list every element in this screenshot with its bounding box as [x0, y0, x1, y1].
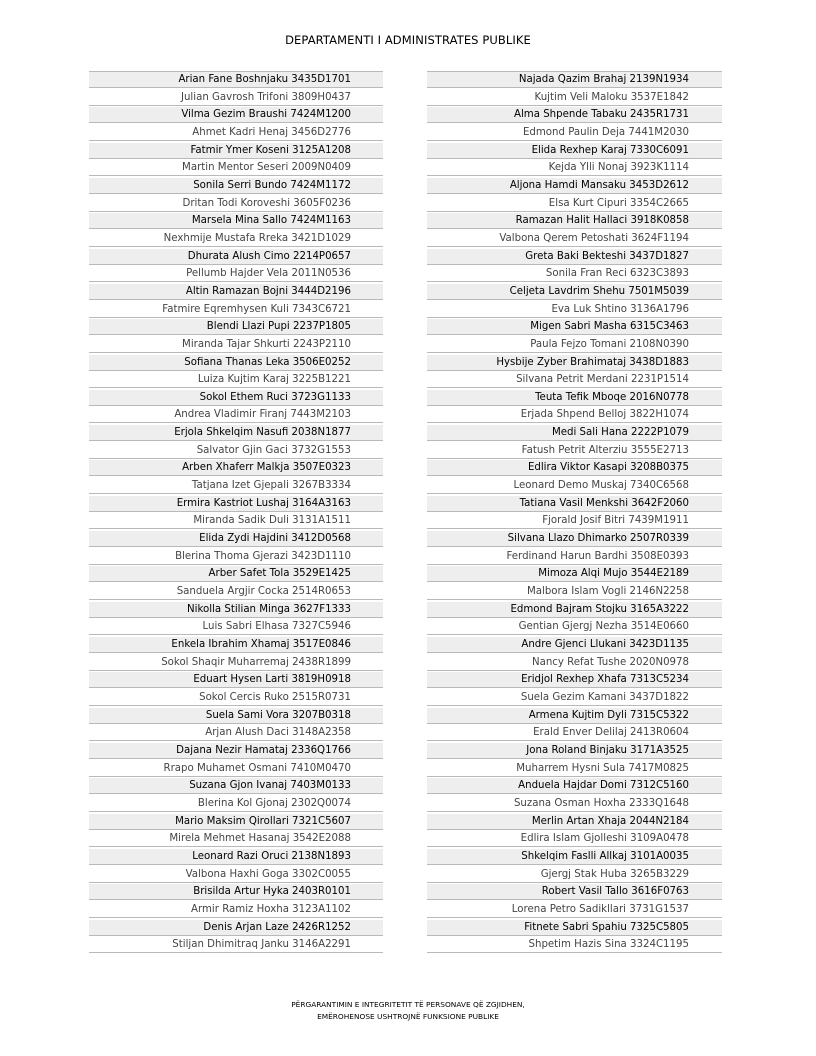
list-item: Dajana Nezir Hamataj 2336Q1766: [89, 743, 383, 759]
list-item: Blendi Llazi Pupi 2237P1805: [89, 319, 383, 335]
list-item: Valbona Haxhi Goga 3302C0055: [89, 867, 383, 883]
right-name-column: [427, 71, 722, 955]
list-item: Salvator Gjin Gaci 3732G1553: [89, 443, 383, 459]
list-item: Kejda Ylli Nonaj 3923K1114: [427, 160, 722, 176]
list-item: Arian Fane Boshnjaku 3435D1701: [89, 72, 383, 88]
list-item: Sonila Fran Reci 6323C3893: [427, 266, 722, 282]
list-item: Andrea Vladimir Firanj 7443M2103: [89, 407, 383, 423]
footer-line-2: EMËROHENOSE USHTROJNË FUNKSIONE PUBLIKE: [317, 1012, 499, 1021]
list-item: Gjergj Stak Huba 3265B3229: [427, 867, 722, 883]
list-item: Sonila Serri Bundo 7424M1172: [89, 178, 383, 194]
list-item: Elida Rexhep Karaj 7330C6091: [427, 143, 722, 159]
list-item: Eva Luk Shtino 3136A1796: [427, 302, 722, 318]
list-item: Arben Xhaferr Malkja 3507E0323: [89, 460, 383, 476]
list-item: Eduart Hysen Larti 3819H0918: [89, 672, 383, 688]
list-item: Eridjol Rexhep Xhafa 7313C5234: [427, 672, 722, 688]
list-item: Blerina Thoma Gjerazi 3423D1110: [89, 549, 383, 565]
list-item: Fatmire Eqremhysen Kuli 7343C6721: [89, 302, 383, 318]
list-item: Erjola Shkelqim Nasufi 2038N1877: [89, 425, 383, 441]
list-item: Erald Enver Delilaj 2413R0604: [427, 725, 722, 741]
list-item: Luis Sabri Elhasa 7327C5946: [89, 619, 383, 635]
list-item: Silvana Llazo Dhimarko 2507R0339: [427, 531, 722, 547]
list-item: Armena Kujtim Dyli 7315C5322: [427, 708, 722, 724]
list-item: Tatjana Izet Gjepali 3267B3334: [89, 478, 383, 494]
list-item: Migen Sabri Masha 6315C3463: [427, 319, 722, 335]
list-item: Dritan Todi Koroveshi 3605F0236: [89, 196, 383, 212]
list-item: Denis Arjan Laze 2426R1252: [89, 920, 383, 936]
list-item: Edlira Viktor Kasapi 3208B0375: [427, 460, 722, 476]
list-item: Altin Ramazan Bojni 3444D2196: [89, 284, 383, 300]
list-item: Suzana Gjon Ivanaj 7403M0133: [89, 778, 383, 794]
list-item: Sokol Ethem Ruci 3723G1133: [89, 390, 383, 406]
list-item: Silvana Petrit Merdani 2231P1514: [427, 372, 722, 388]
list-item: Merlin Artan Xhaja 2044N2184: [427, 814, 722, 830]
list-item: Nikolla Stilian Minga 3627F1333: [89, 602, 383, 618]
list-item: Sokol Shaqir Muharremaj 2438R1899: [89, 655, 383, 671]
page-title: DEPARTAMENTI I ADMINISTRATES PUBLIKE: [285, 33, 531, 47]
list-item: Leonard Demo Muskaj 7340C6568: [427, 478, 722, 494]
list-item: Armir Ramiz Hoxha 3123A1102: [89, 902, 383, 918]
list-item: Sokol Cercis Ruko 2515R0731: [89, 690, 383, 706]
list-item: Mirela Mehmet Hasanaj 3542E2088: [89, 831, 383, 847]
list-item: Fatmir Ymer Koseni 3125A1208: [89, 143, 383, 159]
list-item: Hysbije Zyber Brahimataj 3438D1883: [427, 355, 722, 371]
list-item: Fjorald Josif Bitri 7439M1911: [427, 513, 722, 529]
footer: [0, 999, 816, 1023]
list-item: Aljona Hamdi Mansaku 3453D2612: [427, 178, 722, 194]
list-item: Erjada Shpend Belloj 3822H1074: [427, 407, 722, 423]
list-item: Martin Mentor Seseri 2009N0409: [89, 160, 383, 176]
footer-line-1: PËRGARANTIMIN E INTEGRITETIT TË PERSONAVE QË ZGJIDHEN,: [291, 1000, 525, 1009]
left-name-column: [89, 71, 383, 955]
list-item: Dhurata Alush Cimo 2214P0657: [89, 249, 383, 265]
list-item: Arber Safet Tola 3529E1425: [89, 566, 383, 582]
list-item: Anduela Hajdar Domi 7312C5160: [427, 778, 722, 794]
list-item: Shkelqim Faslli Allkaj 3101A0035: [427, 849, 722, 865]
list-item: Suela Sami Vora 3207B0318: [89, 708, 383, 724]
list-item: Shpetim Hazis Sina 3324C1195: [427, 937, 722, 953]
list-item: Paula Fejzo Tomani 2108N0390: [427, 337, 722, 353]
list-item: Mario Maksim Qirollari 7321C5607: [89, 814, 383, 830]
list-item: Pellumb Hajder Vela 2011N0536: [89, 266, 383, 282]
list-item: Stiljan Dhimitraq Janku 3146A2291: [89, 937, 383, 953]
list-item: Sofiana Thanas Leka 3506E0252: [89, 355, 383, 371]
list-item: Ramazan Halit Hallaci 3918K0858: [427, 213, 722, 229]
list-item: Lorena Petro Sadikllari 3731G1537: [427, 902, 722, 918]
list-item: Suzana Osman Hoxha 2333Q1648: [427, 796, 722, 812]
list-item: Enkela Ibrahim Xhamaj 3517E0846: [89, 637, 383, 653]
list-item: Nancy Refat Tushe 2020N0978: [427, 655, 722, 671]
list-item: Valbona Qerem Petoshati 3624F1194: [427, 231, 722, 247]
list-item: Elida Zydi Hajdini 3412D0568: [89, 531, 383, 547]
list-item: Edlira Islam Gjolleshi 3109A0478: [427, 831, 722, 847]
list-item: Tatiana Vasil Menkshi 3642F2060: [427, 496, 722, 512]
list-item: Greta Baki Bekteshi 3437D1827: [427, 249, 722, 265]
list-item: Medi Sali Hana 2222P1079: [427, 425, 722, 441]
list-item: Arjan Alush Daci 3148A2358: [89, 725, 383, 741]
list-item: Jona Roland Binjaku 3171A3525: [427, 743, 722, 759]
list-item: Robert Vasil Tallo 3616F0763: [427, 884, 722, 900]
list-item: Mimoza Alqi Mujo 3544E2189: [427, 566, 722, 582]
list-item: Vilma Gezim Braushi 7424M1200: [89, 107, 383, 123]
list-item: Elsa Kurt Cipuri 3354C2665: [427, 196, 722, 212]
list-item: Miranda Tajar Shkurti 2243P2110: [89, 337, 383, 353]
list-item: Muharrem Hysni Sula 7417M0825: [427, 761, 722, 777]
list-item: Fitnete Sabri Spahiu 7325C5805: [427, 920, 722, 936]
list-item: Julian Gavrosh Trifoni 3809H0437: [89, 90, 383, 106]
list-item: Kujtim Veli Maloku 3537E1842: [427, 90, 722, 106]
list-item: Luiza Kujtim Karaj 3225B1221: [89, 372, 383, 388]
list-item: Edmond Paulin Deja 7441M2030: [427, 125, 722, 141]
list-item: Celjeta Lavdrim Shehu 7501M5039: [427, 284, 722, 300]
list-item: Teuta Tefik Mboqe 2016N0778: [427, 390, 722, 406]
list-item: Nexhmije Mustafa Rreka 3421D1029: [89, 231, 383, 247]
list-item: Alma Shpende Tabaku 2435R1731: [427, 107, 722, 123]
list-item: Malbora Islam Vogli 2146N2258: [427, 584, 722, 600]
list-item: Marsela Mina Sallo 7424M1163: [89, 213, 383, 229]
list-item: Brisilda Artur Hyka 2403R0101: [89, 884, 383, 900]
list-item: Fatush Petrit Alterziu 3555E2713: [427, 443, 722, 459]
list-item: Blerina Kol Gjonaj 2302Q0074: [89, 796, 383, 812]
list-item: Ahmet Kadri Henaj 3456D2776: [89, 125, 383, 141]
list-item: Leonard Razi Oruci 2138N1893: [89, 849, 383, 865]
list-item: Ermira Kastriot Lushaj 3164A3163: [89, 496, 383, 512]
list-item: Rrapo Muhamet Osmani 7410M0470: [89, 761, 383, 777]
list-item: Suela Gezim Kamani 3437D1822: [427, 690, 722, 706]
list-item: Andre Gjenci Llukani 3423D1135: [427, 637, 722, 653]
list-item: Gentian Gjergj Nezha 3514E0660: [427, 619, 722, 635]
list-item: Ferdinand Harun Bardhi 3508E0393: [427, 549, 722, 565]
list-item: Najada Qazim Brahaj 2139N1934: [427, 72, 722, 88]
list-item: Miranda Sadik Duli 3131A1511: [89, 513, 383, 529]
list-item: Sanduela Argjir Cocka 2514R0653: [89, 584, 383, 600]
list-item: Edmond Bajram Stojku 3165A3222: [427, 602, 722, 618]
